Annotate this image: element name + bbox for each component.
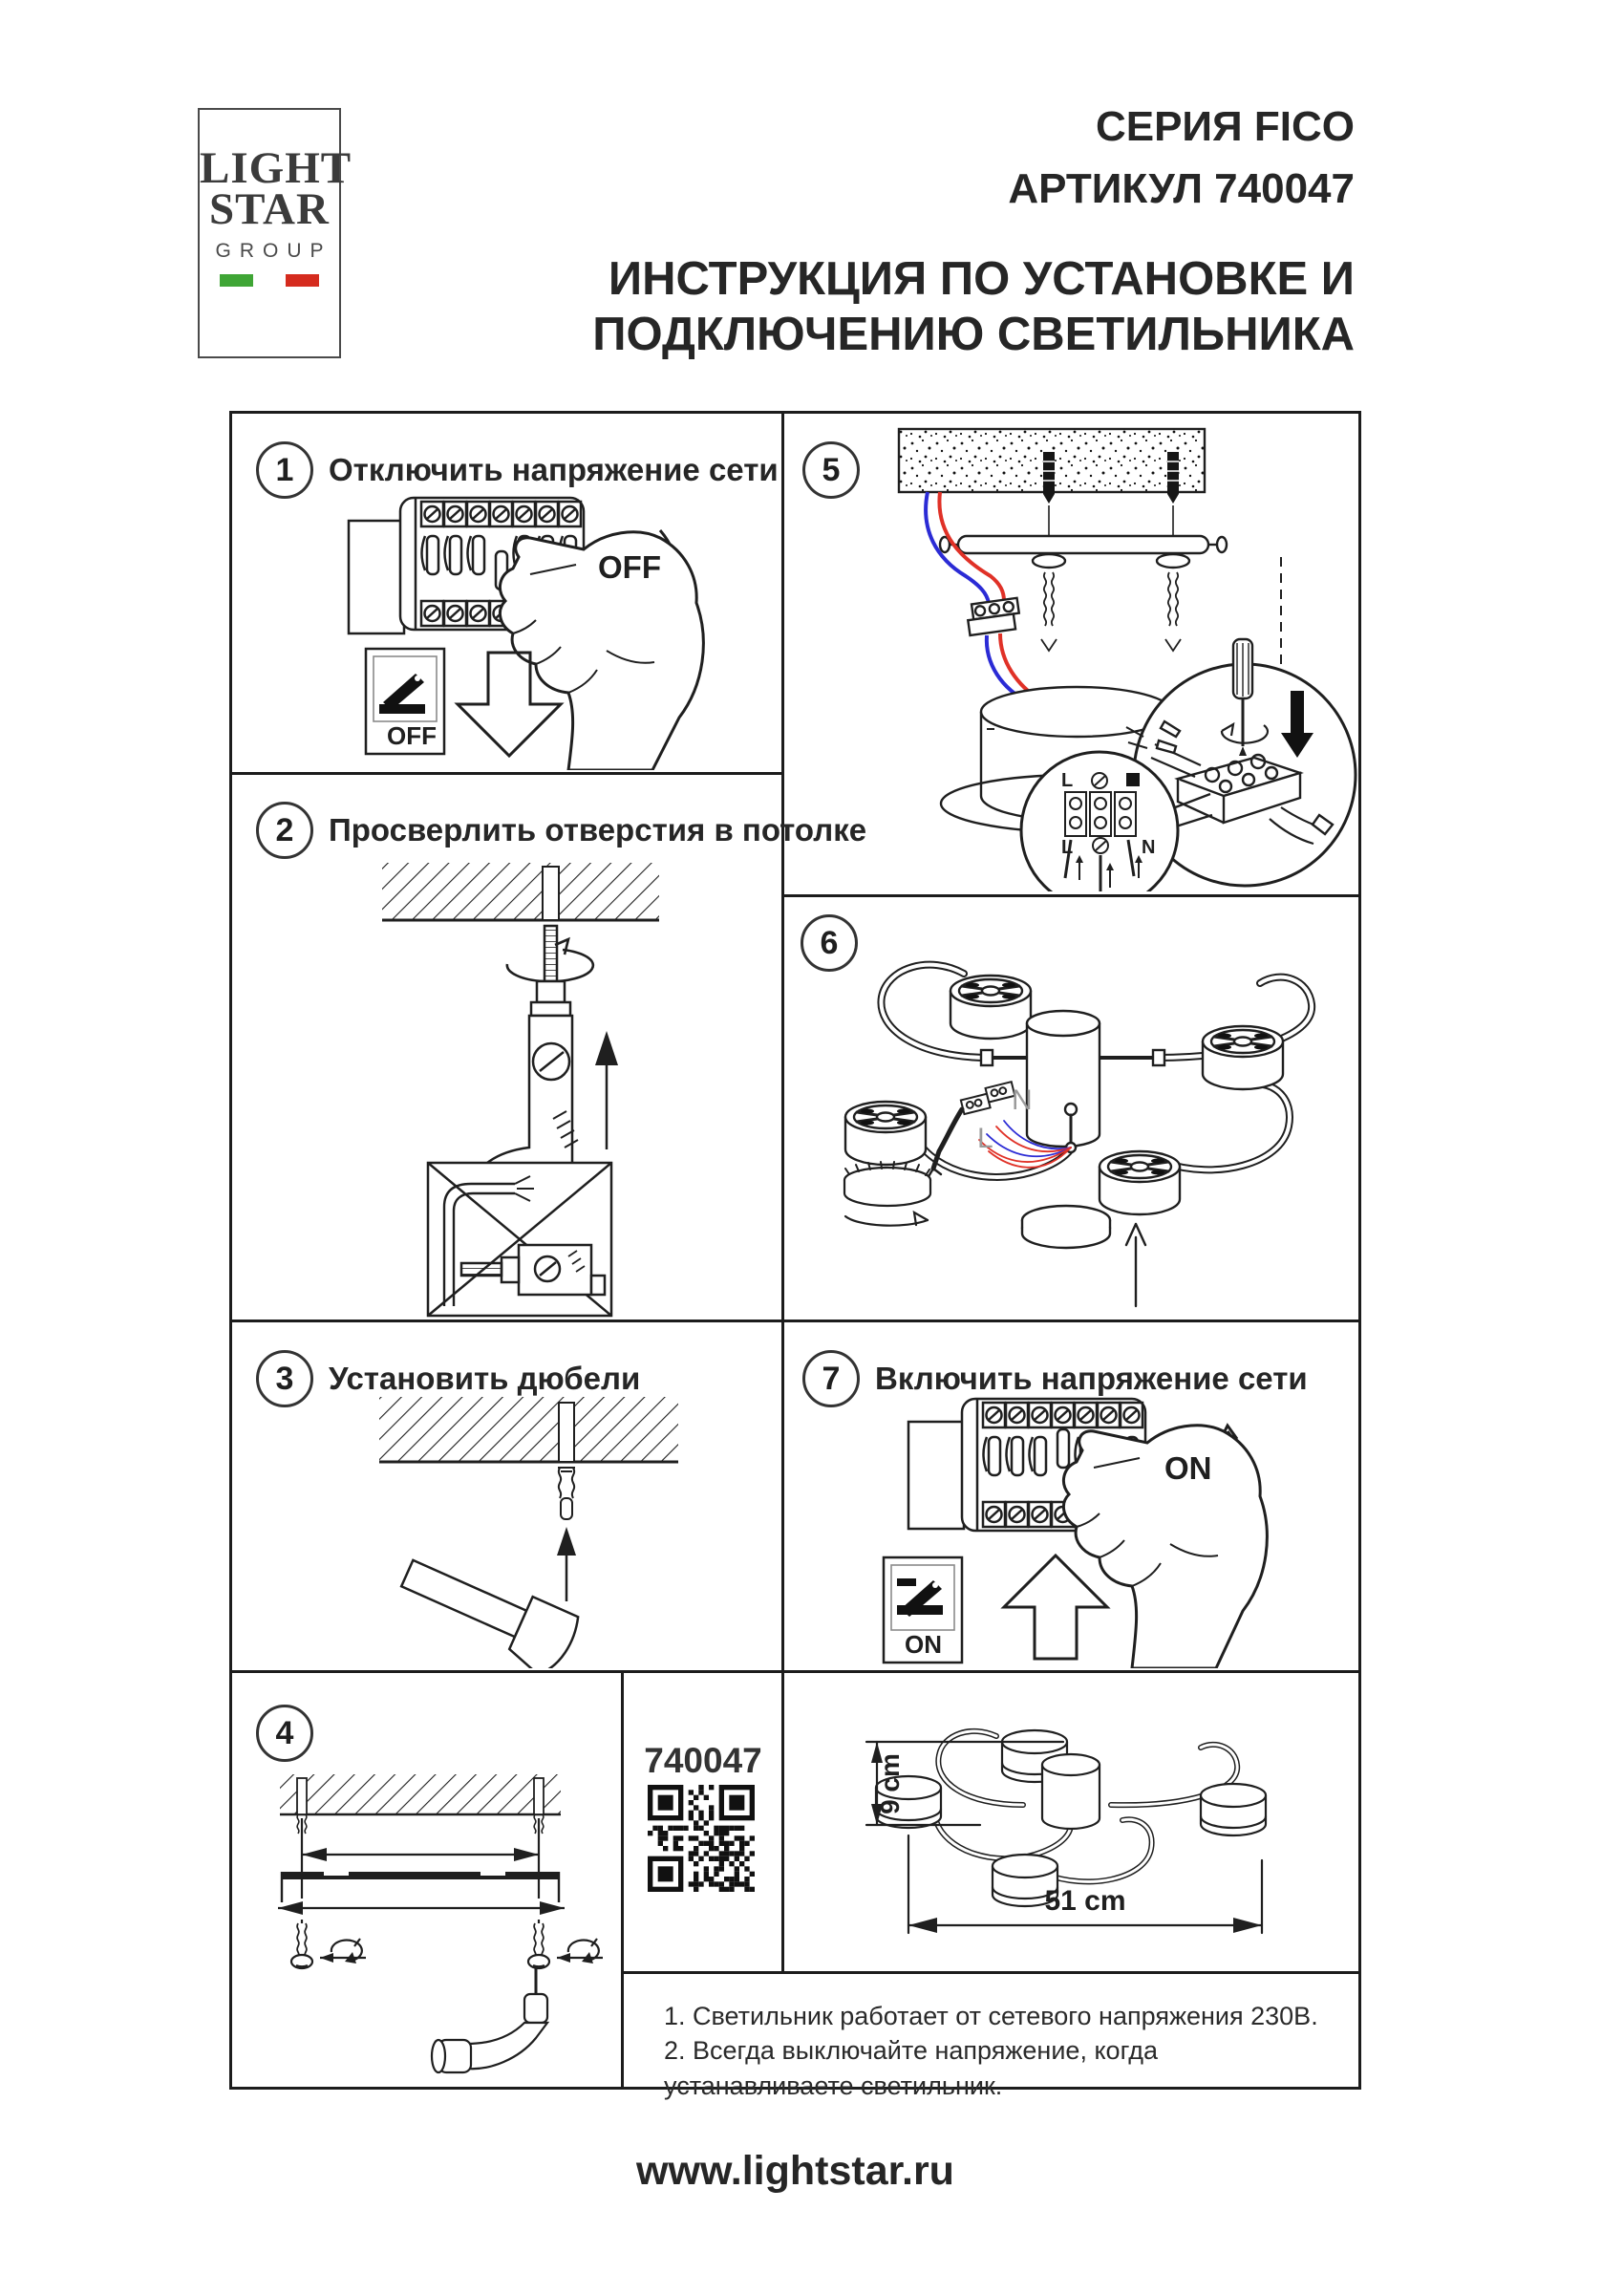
table-border-right [1358,411,1361,2090]
step-5-number: 5 [802,441,860,499]
off-label: OFF [598,549,661,585]
logo-word-group: GROUP [215,240,332,263]
notes-block [664,1999,1342,2103]
step-7-label: Включить напряжение сети [875,1361,1308,1396]
wiring-neutral-label: N [1012,1084,1033,1116]
product-dimensions-diagram [784,1673,1358,1968]
logo-word-star: STAR [209,184,330,235]
off-inset-label: OFF [387,721,437,750]
notes-divider [621,1971,1361,1974]
step-1-label: Отключить напряжение сети [329,452,779,487]
width-dimension-label: 51 cm [1044,1885,1126,1917]
series-title: СЕРИЯ FICO [1095,103,1355,150]
step-1-number: 1 [256,441,313,499]
bubble-neutral-label: N [1142,837,1156,858]
italian-flag-icon [220,274,319,287]
note-2: 2. Всегда выключайте напряжение, когда устанавливаете светильник. [664,2036,1158,2100]
step-7-diagram-breaker-on [784,1322,1358,1668]
step-6-number: 6 [801,914,858,972]
step-4-number: 4 [256,1705,313,1762]
on-label: ON [1164,1450,1212,1486]
qr-article-number: 740047 [644,1741,762,1780]
step-1-diagram-breaker-off [232,414,781,770]
qr-code [648,1785,755,1892]
logo-word-light: LIGHT [200,143,352,193]
height-dimension-label: 9 cm [875,1753,905,1814]
step-3-number: 3 [256,1350,313,1407]
bubble-line-label-bottom: L [1061,837,1074,858]
step-3-diagram-dowel [232,1322,781,1668]
bubble-line-label-top: L [1061,770,1074,791]
document-header [592,96,1355,363]
bottom-row-divider [621,1670,624,2090]
main-title: ИНСТРУКЦИЯ ПО УСТАНОВКЕ И ПОДКЛЮЧЕНИЮ СВЕТИЛЬНИКА [592,253,1355,361]
step-4-diagram-bracket [232,1673,618,2087]
step-3-label: Установить дюбели [329,1361,641,1396]
article-title: АРТИКУЛ 740047 [1008,165,1355,213]
lightstar-logo [198,108,352,358]
step-6-diagram-assembly [784,897,1358,1317]
footer-url: www.lightstar.ru [636,2148,954,2194]
note-1: 1. Светильник работает от сетевого напряжения 230В. [664,2002,1318,2030]
step-2-label: Просверлить отверстия в потолке [329,812,867,848]
on-inset-label: ON [905,1630,942,1659]
step-2-number: 2 [256,802,313,859]
step-2-diagram-drill [232,775,781,1318]
step-5-diagram-wiring [784,414,1358,891]
step-7-number: 7 [802,1350,860,1407]
wiring-line-label: L [977,1123,993,1154]
